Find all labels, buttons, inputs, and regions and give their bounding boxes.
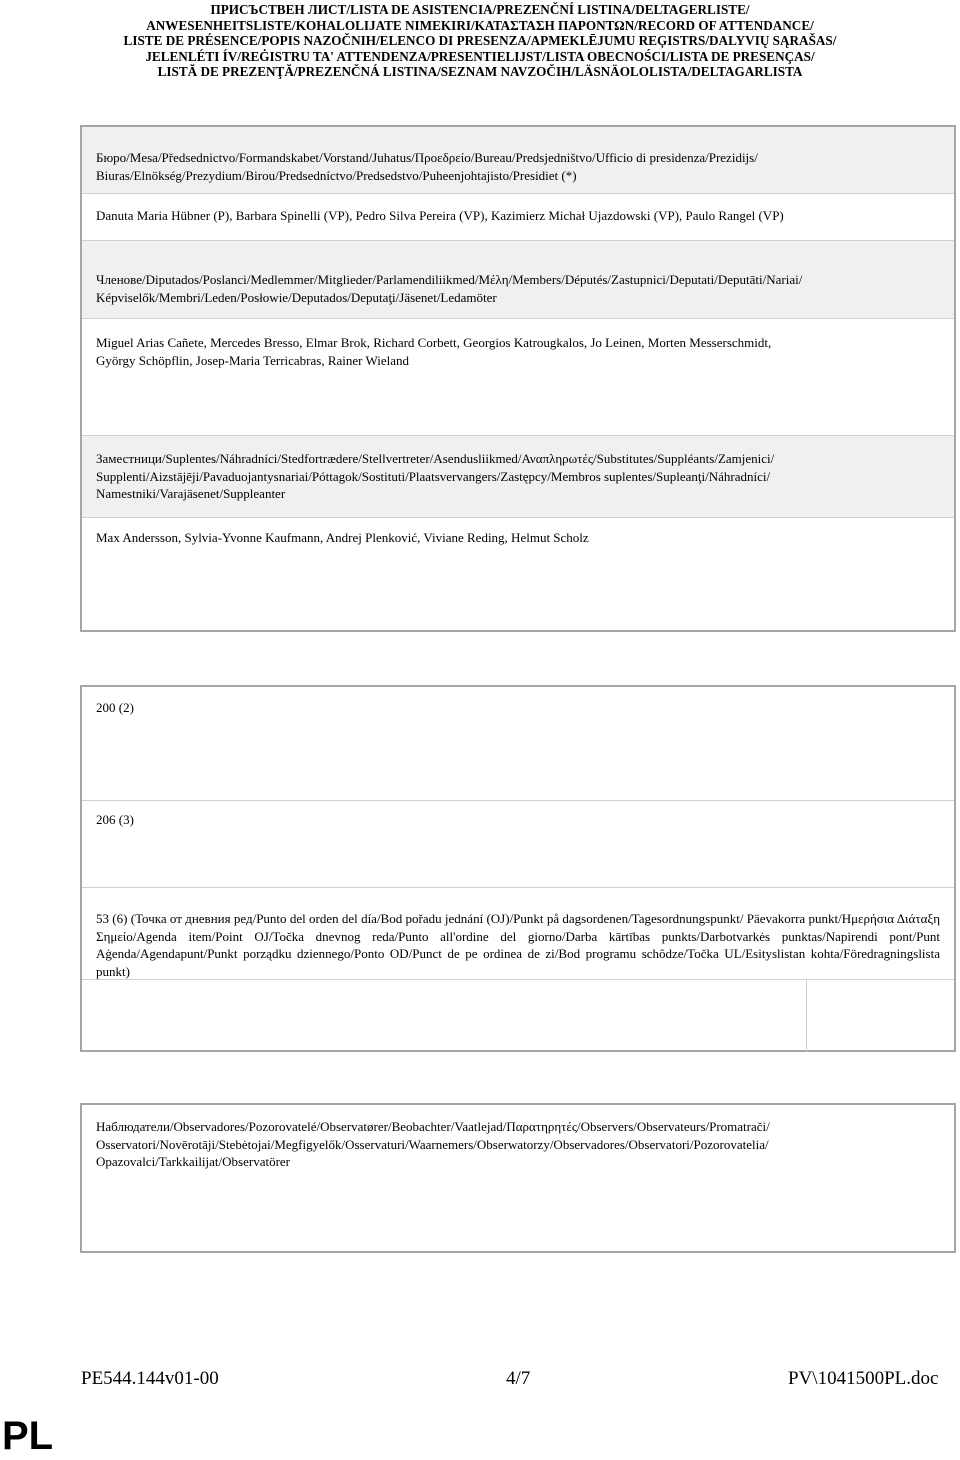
observers-heading (82, 1105, 954, 1191)
bureau-names: Danuta Maria Hübner (P), Barbara Spinelli (VP), Pedro Silva Pereira (VP), Kazimierz Michał Ujazdowski (VP), Paulo Rangel (VP) (96, 208, 784, 223)
rule-200: 200 (2) (96, 700, 134, 715)
divider (82, 979, 954, 980)
members-names-line: György Schöpflin, Josep-Maria Terricabras, Rainer Wieland (96, 352, 410, 368)
title-line: LISTĂ DE PREZENŢĂ/PREZENČNÁ LISTINA/SEZNAM NAVZOČIH/LÄSNÄOLOLISTA/DELTAGARLISTA (157, 64, 803, 80)
doc-reference: PE544.144v01-00 (81, 1368, 219, 1389)
substitutes-names: Max Andersson, Sylvia-Yvonne Kaufmann, Andrej Plenković, Viviane Reding, Helmut Scholz (96, 530, 589, 545)
vertical-divider (806, 979, 807, 1052)
members-heading-line: Членове/Diputados/Poslanci/Medlemmer/Mitglieder/Parlamendiliikmed/Μέλη/Members/Députés/Zastupnici/Deputati/Deputāti/Nariai/ (96, 272, 803, 287)
title-line: JELENLÉTI ÍV/REĠISTRU TA' ATTENDENZA/PRESENTIELIJST/LISTA OBECNOŚCI/LISTA DE PRESENÇAS/ (145, 48, 815, 64)
title-line: ПРИСЪСТВЕН ЛИСТ/LISTA DE ASISTENCIA/PREZENČNÍ LISTINA/DELTAGERLISTE/ (210, 2, 750, 17)
rule-53-cell (82, 888, 954, 978)
title-line: ANWESENHEITSLISTE/KOHALOLIJATE NIMEKIRI/ΚΑΤΑΣΤΑΣΗ ΠΑΡΟΝΤΩΝ/RECORD OF ATTENDANCE/ (146, 17, 814, 33)
rule-200-cell (82, 687, 954, 800)
members-names-line: Miguel Arias Cañete, Mercedes Bresso, Elmar Brok, Richard Corbett, Georgios Katrougkalos, Jo Leinen, Morten Messerschmidt, (96, 335, 772, 350)
observers-heading-line: Opazovalci/Tarkkailijat/Observatörer (96, 1154, 291, 1169)
observers-heading-line: Наблюдатели/Observadores/Pozorovatelé/Observatører/Beobachter/Vaatlejad/Παρατηρητές/Observers/Observateurs/Promatrači/ (96, 1119, 770, 1134)
observers-heading-line: Osservatori/Novērotāji/Stebėtojai/Megfigyelők/Osservaturi/Waarnemers/Obserwatorzy/Observadores/Observatori/Pozorovatelia/ (96, 1136, 769, 1152)
title-line: LISTE DE PRÉSENCE/POPIS NAZOČNIH/ELENCO DI PRESENZA/APMEKLĒJUMU REĢISTRS/DALYVIŲ SĄRAŠAS/ (123, 33, 837, 49)
substitutes-heading-line: Namestniki/Varajäsenet/Suppleanter (96, 486, 286, 501)
participants-box (80, 125, 956, 632)
language-code: PL (2, 1414, 54, 1458)
substitutes-names-cell (82, 518, 954, 630)
bureau-heading-line: Biuras/Elnökség/Prezydium/Birou/Predsedníctvo/Predsedstvo/Puheenjohtajisto/Presidiet (*) (96, 167, 577, 183)
substitutes-heading (82, 436, 954, 517)
substitutes-heading-line: Заместници/Suplentes/Náhradníci/Stedfortrædere/Stellvertreter/Asendusliikmed/Αναπληρωτές/Substitutes/Suppléants/Zamjenici/ (96, 451, 775, 466)
page-number: 4/7 (506, 1368, 531, 1389)
members-names-cell (82, 319, 954, 435)
rule-206: 206 (3) (96, 812, 134, 827)
observers-box (80, 1103, 956, 1253)
bureau-heading (82, 127, 954, 193)
rules-box (80, 685, 956, 1052)
bureau-names-cell (82, 194, 954, 240)
file-name: PV\1041500PL.doc (788, 1368, 939, 1389)
members-heading (82, 241, 954, 318)
attendance-title (0, 2, 960, 80)
members-heading-line: Képviselők/Membri/Leden/Posłowie/Deputados/Deputaţi/Jäsenet/Ledamöter (96, 289, 497, 305)
bureau-heading-line: Бюро/Mesa/Předsednictvo/Formandskabet/Vorstand/Juhatus/Προεδρείο/Bureau/Predsjedništvo/Ufficio di presidenza/Prezidijs/ (96, 150, 758, 165)
substitutes-heading-line: Supplenti/Aizstājēji/Pavaduojantysnariai/Póttagok/Sostituti/Plaatsvervangers/Zastępcy/Membros suplentes/Supleanţi/Náhradníci/ (96, 468, 771, 484)
rule-206-cell (82, 801, 954, 887)
rule-53: 53 (6) (Точка от дневния ред/Punto del orden del día/Bod pořadu jednání (OJ)/Punkt på dagsordenen/Tagesordnungspunkt/ Päevakorra punkt/Ημερήσια Διάταξη Σημείο/Agenda item/Point OJ/Točka dnevnog reda/Punto all'ordine del giorno/Darba kārtības punkts/Darbotvarkės punktas/Napirendi pont/Punt Aġenda/Agendapunt/Punkt porządku dziennego/Ponto OD/Punct de pe ordinea de zi/Bod programu schôdze/Točka UL/Esityslistan kohta/Föredragningslista punkt) (96, 911, 940, 979)
